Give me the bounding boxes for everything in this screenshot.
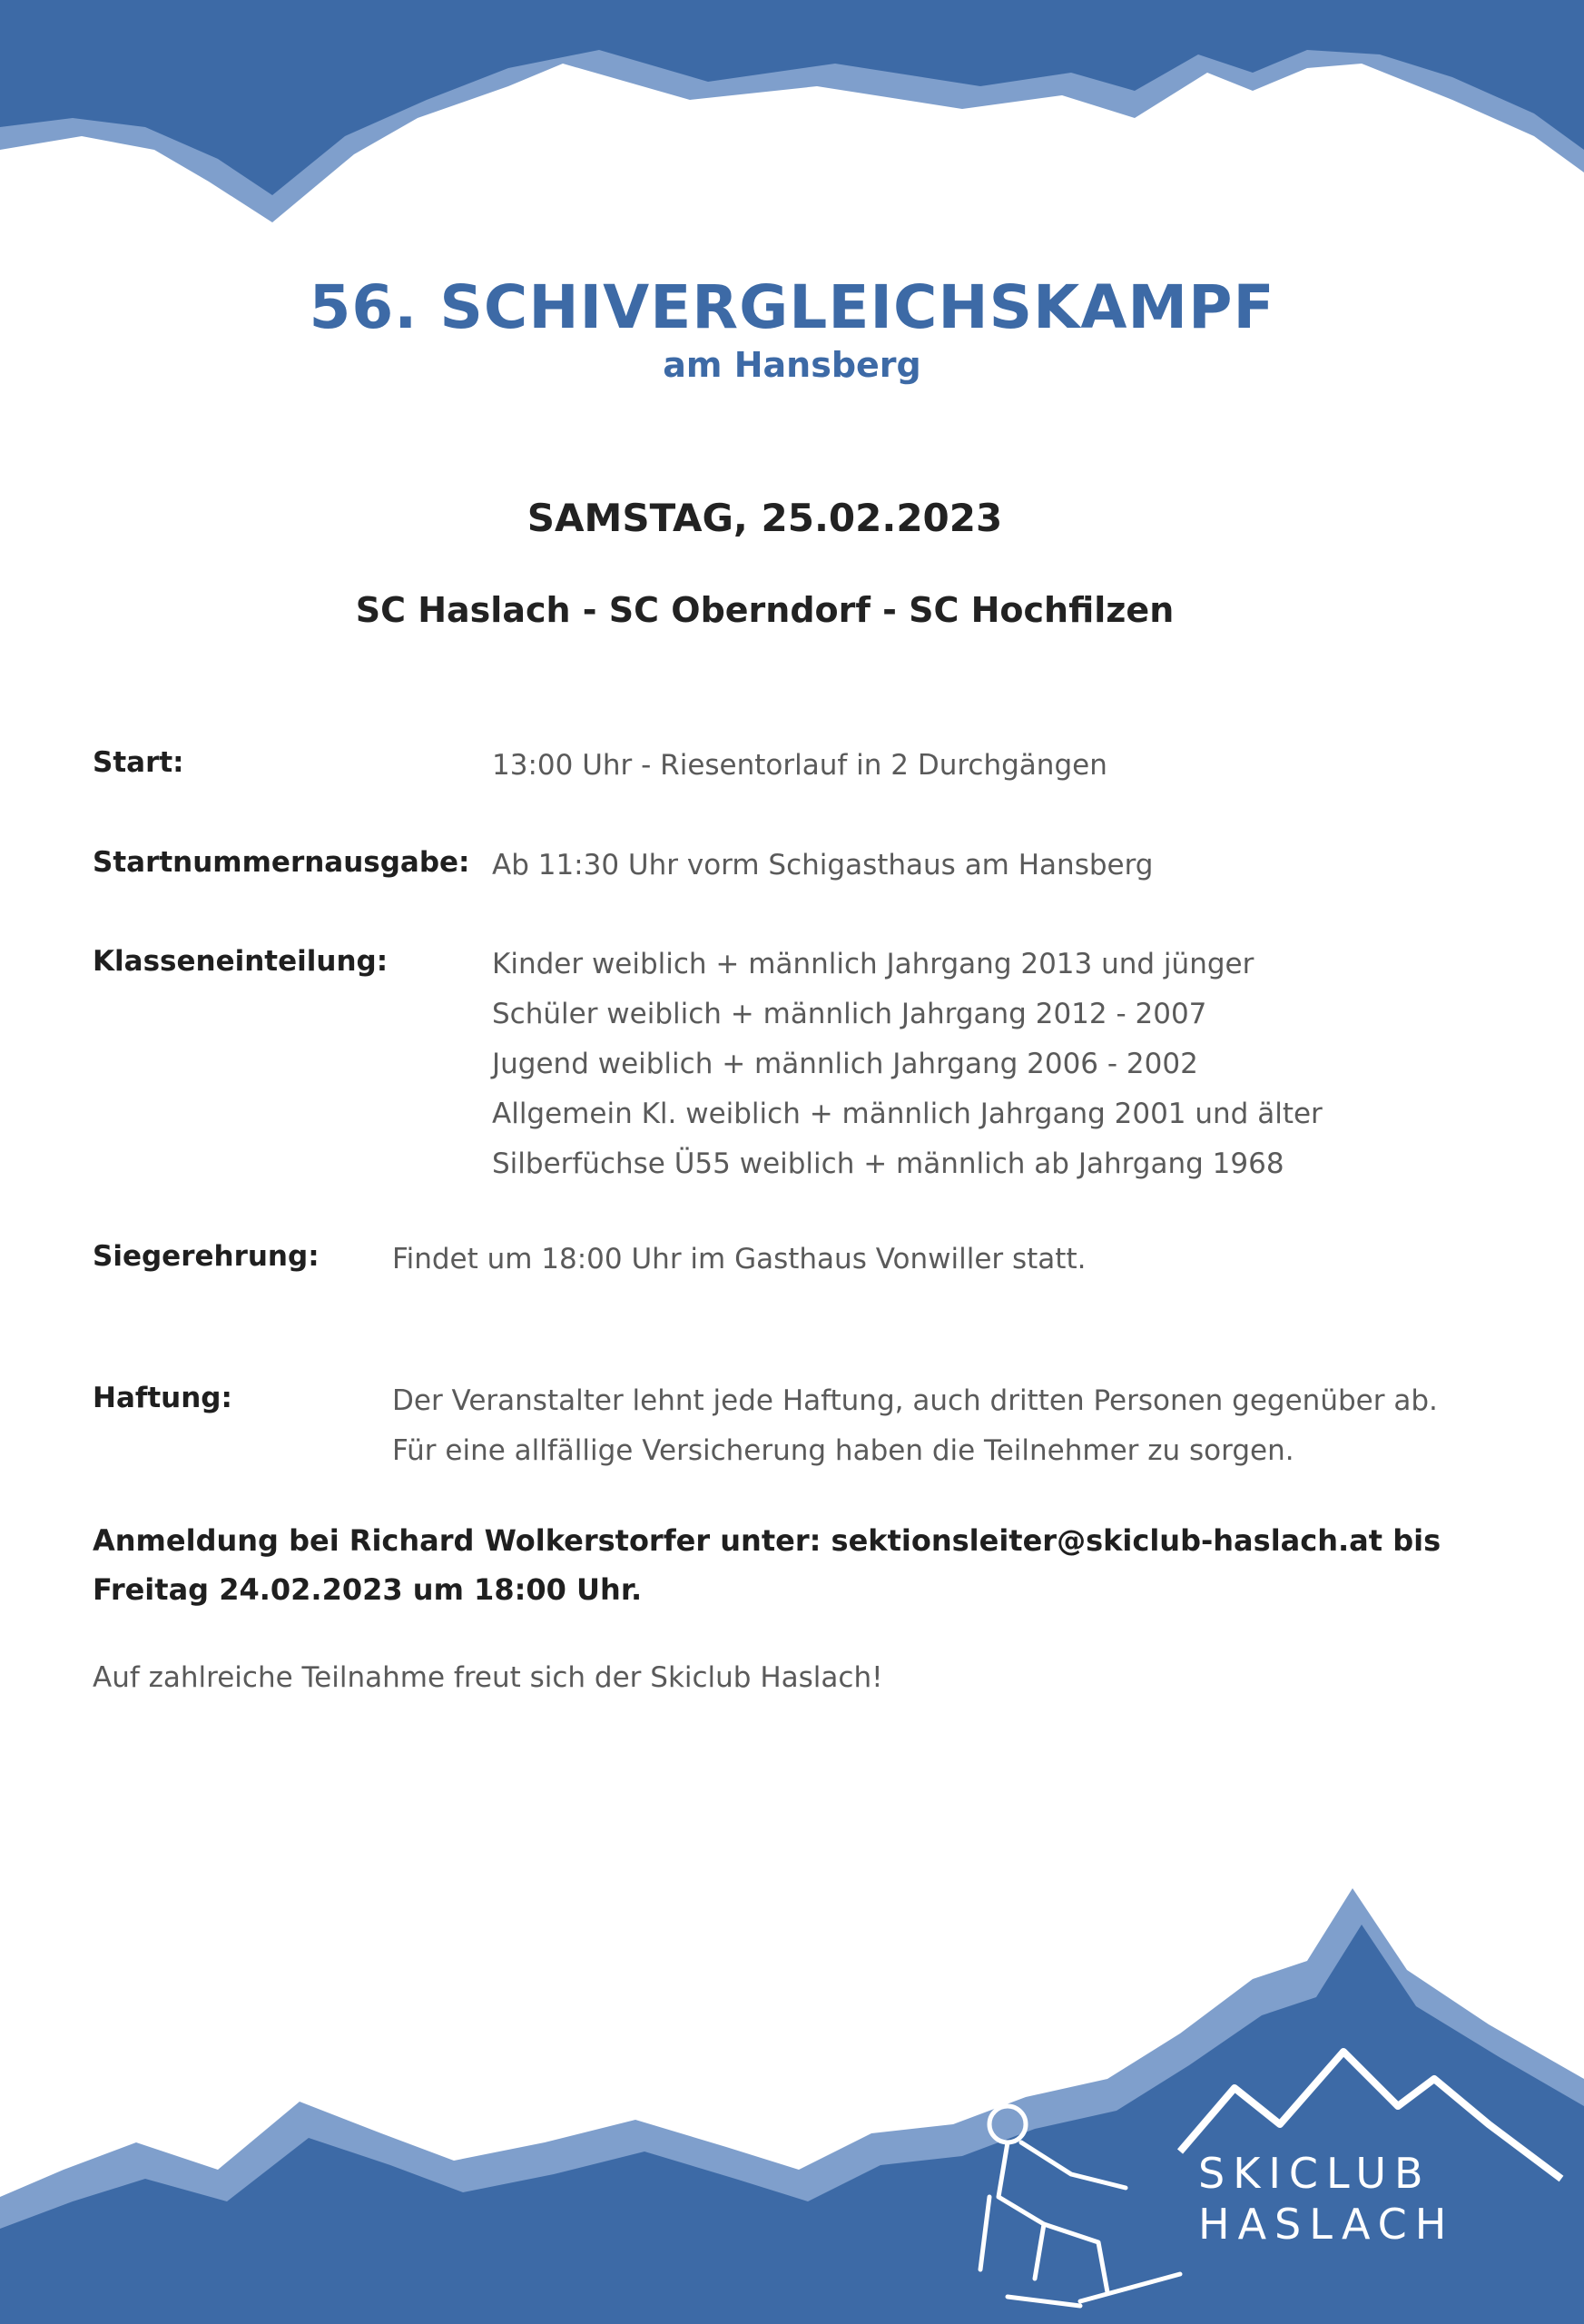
- haftung-line: Für eine allfällige Versicherung haben die Teilnehmer zu sorgen.: [392, 1434, 1294, 1467]
- logo-line-2: HASLACH: [1198, 2200, 1455, 2249]
- klassen-item: Schüler weiblich + männlich Jahrgang 2012 - 2007: [492, 998, 1207, 1030]
- start-value: 13:00 Uhr - Riesentorlauf in 2 Durchgängen: [492, 749, 1107, 782]
- event-date: SAMSTAG, 25.02.2023: [526, 496, 1003, 540]
- logo-line-1: SKICLUB: [1198, 2149, 1432, 2198]
- klassen-item: Allgemein Kl. weiblich + männlich Jahrgang 2001 und älter: [492, 1098, 1323, 1130]
- siegerehrung-value: Findet um 18:00 Uhr im Gasthaus Vonwiller statt.: [392, 1243, 1087, 1275]
- top-mountain-banner: [0, 0, 1584, 236]
- siegerehrung-label: Siegerehrung:: [93, 1240, 320, 1273]
- skier-icon: [971, 2088, 1189, 2315]
- klassen-item: Kinder weiblich + männlich Jahrgang 2013 und jünger: [492, 948, 1254, 980]
- event-clubs: SC Haslach - SC Oberndorf - SC Hochfilzen: [355, 590, 1175, 630]
- klassen-label: Klasseneinteilung:: [93, 945, 389, 978]
- club-logo-text: [1198, 2148, 1454, 2250]
- closing-text: Auf zahlreiche Teilnahme freut sich der Skiclub Haslach!: [93, 1661, 883, 1694]
- klassen-item: Jugend weiblich + männlich Jahrgang 2006 - 2002: [492, 1048, 1198, 1080]
- haftung-text: [392, 1376, 1438, 1476]
- haftung-label: Haftung:: [93, 1382, 232, 1414]
- klassen-item: Silberfüchse Ü55 weiblich + männlich ab Jahrgang 1968: [492, 1147, 1284, 1180]
- haftung-line: Der Veranstalter lehnt jede Haftung, auch dritten Personen gegenüber ab.: [392, 1384, 1438, 1417]
- page-title: 56. SCHIVERGLEICHSKAMPF: [309, 272, 1275, 342]
- startnummer-value: Ab 11:30 Uhr vorm Schigasthaus am Hansberg: [492, 849, 1154, 881]
- page-subtitle: am Hansberg: [663, 345, 921, 385]
- registration-text: Anmeldung bei Richard Wolkerstorfer unter: sektionsleiter@skiclub-haslach.at bis Freitag 24.02.2023 um 18:00 Uhr.: [93, 1523, 1441, 1607]
- startnummer-label: Startnummernausgabe:: [93, 846, 470, 879]
- start-label: Start:: [93, 746, 184, 779]
- klassen-list: [492, 940, 1323, 1189]
